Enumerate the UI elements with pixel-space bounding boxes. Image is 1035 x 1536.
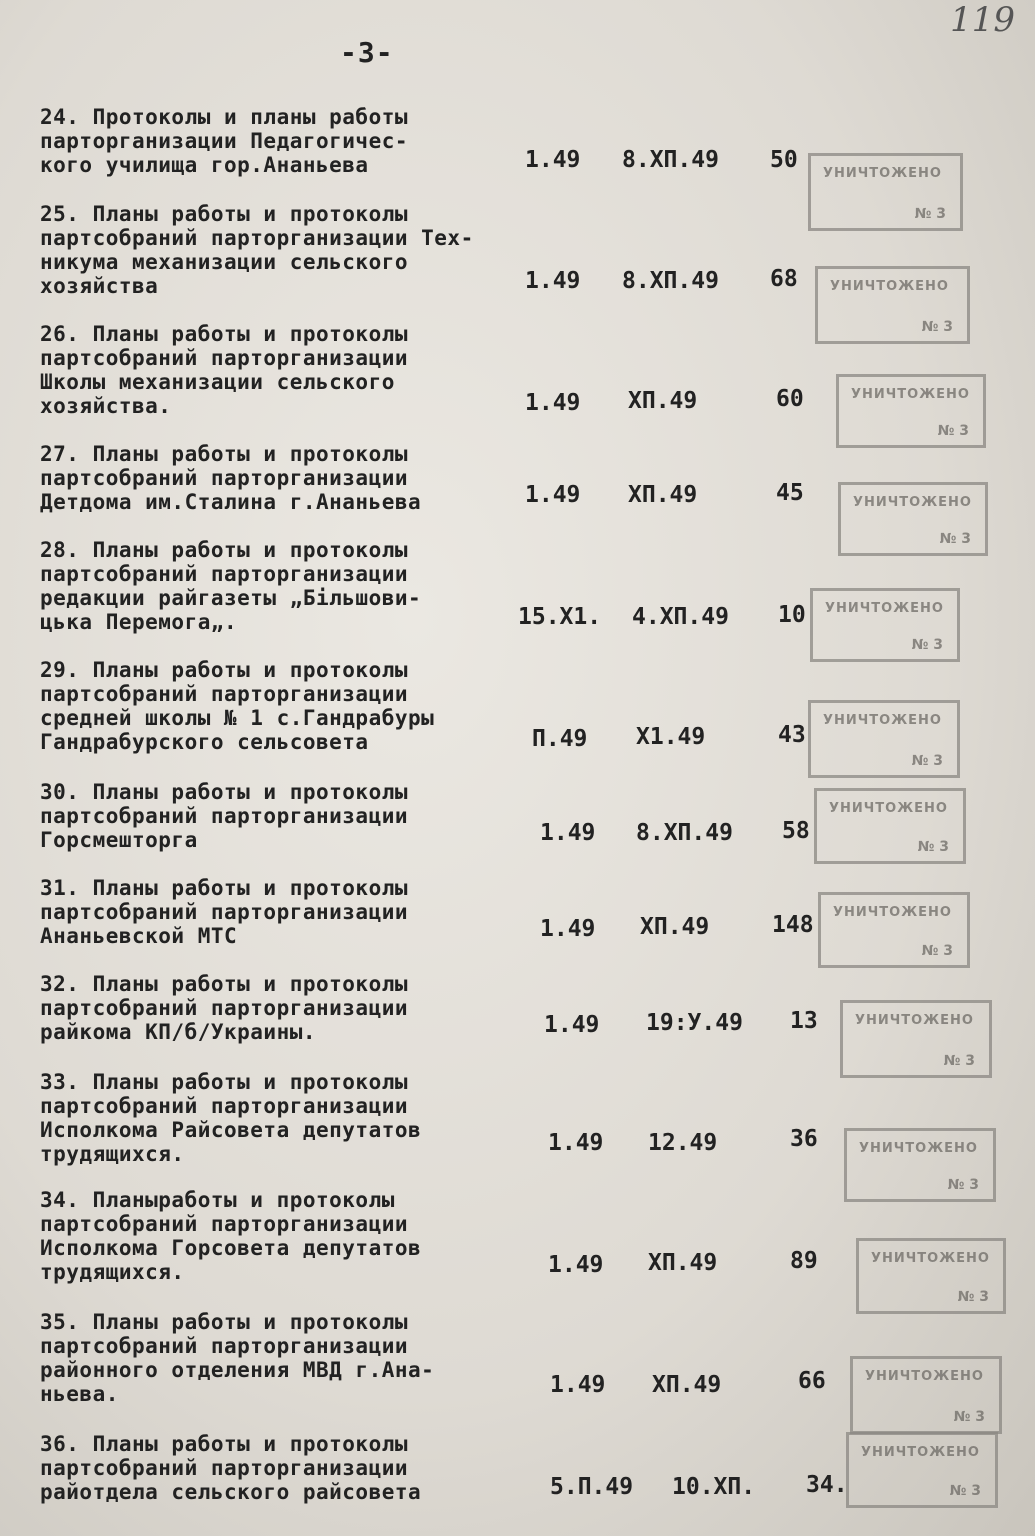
entry-sheet-count: 34.: [806, 1472, 848, 1498]
destroyed-stamp: [818, 892, 970, 968]
stamp-text: УНИЧТОЖЕНО: [859, 1141, 978, 1156]
entry-end-date: 8.ХП.49: [622, 268, 719, 294]
entry-description: 31. Планы работы и протоколы партсобраний парторганизации Ананьевской МТС: [40, 876, 409, 948]
entry-description: 26. Планы работы и протоколы партсобраний парторганизации Школы механизации сельского хозяйства.: [40, 322, 409, 418]
entry-sheet-count: 43: [778, 722, 806, 748]
entry-sheet-count: 68: [770, 266, 798, 292]
entry-sheet-count: 148: [772, 912, 814, 938]
destroyed-stamp: [846, 1432, 998, 1508]
entry-sheet-count: 50: [770, 147, 798, 173]
entry-description: 36. Планы работы и протоколы партсобраний парторганизации райотдела сельского райсовета: [40, 1432, 422, 1504]
stamp-text: УНИЧТОЖЕНО: [825, 601, 944, 616]
entry-end-date: 8.ХП.49: [636, 820, 733, 846]
stamp-number: № 3: [957, 1289, 989, 1305]
destroyed-stamp: [810, 588, 960, 662]
stamp-number: № 3: [917, 839, 949, 855]
stamp-number: № 3: [937, 423, 969, 439]
entry-start-date: 1.49: [544, 1012, 600, 1038]
stamp-text: УНИЧТОЖЕНО: [861, 1445, 980, 1460]
entry-description: 27. Планы работы и протоколы партсобраний парторганизации Детдома им.Сталина г.Ананьева: [40, 442, 422, 514]
entry-sheet-count: 60: [776, 386, 804, 412]
entry-start-date: 1.49: [548, 1252, 604, 1278]
entry-start-date: 1.49: [525, 390, 581, 416]
entry-description: 35. Планы работы и протоколы партсобраний парторганизации районного отделения МВД г.Ана- ньева.: [40, 1310, 435, 1406]
entry-start-date: 1.49: [540, 820, 596, 846]
stamp-number: № 3: [911, 637, 943, 653]
stamp-number: № 3: [914, 206, 946, 222]
destroyed-stamp: [856, 1238, 1006, 1314]
destroyed-stamp: [808, 153, 963, 231]
stamp-text: УНИЧТОЖЕНО: [865, 1369, 984, 1384]
stamp-text: УНИЧТОЖЕНО: [851, 387, 970, 402]
entry-start-date: 15.Х1.: [518, 604, 602, 630]
stamp-text: УНИЧТОЖЕНО: [853, 495, 972, 510]
stamp-text: УНИЧТОЖЕНО: [855, 1013, 974, 1028]
destroyed-stamp: [815, 266, 970, 344]
folio-number: 119: [950, 0, 1015, 40]
entry-description: 34. Планыработы и протоколы партсобраний парторганизации Исполкома Горсовета депутатов трудящихся.: [40, 1188, 422, 1284]
entry-sheet-count: 10: [778, 602, 806, 628]
entry-end-date: 4.ХП.49: [632, 604, 729, 630]
entry-start-date: 1.49: [525, 147, 581, 173]
entry-start-date: 1.49: [525, 268, 581, 294]
entry-end-date: ХП.49: [628, 388, 698, 414]
entry-description: 29. Планы работы и протоколы партсобраний парторганизации средней школы № 1 с.Гандрабуры Гандрабурского сельсовета: [40, 658, 435, 754]
stamp-text: УНИЧТОЖЕНО: [823, 166, 942, 181]
entry-description: 28. Планы работы и протоколы партсобраний парторганизации редакции райгазеты „Більшови- цька Перемога„.: [40, 538, 422, 634]
stamp-number: № 3: [943, 1053, 975, 1069]
entry-description: 33. Планы работы и протоколы партсобраний парторганизации Исполкома Райсовета депутатов трудящихся.: [40, 1070, 422, 1166]
destroyed-stamp: [844, 1128, 996, 1202]
stamp-number: № 3: [921, 943, 953, 959]
destroyed-stamp: [840, 1000, 992, 1078]
destroyed-stamp: [850, 1356, 1002, 1434]
stamp-text: УНИЧТОЖЕНО: [829, 801, 948, 816]
entry-end-date: 12.49: [648, 1130, 718, 1156]
entry-start-date: 1.49: [525, 482, 581, 508]
stamp-number: № 3: [939, 531, 971, 547]
entry-description: 30. Планы работы и протоколы партсобраний парторганизации Горсмешторга: [40, 780, 409, 852]
entry-end-date: ХП.49: [648, 1250, 718, 1276]
destroyed-stamp: [808, 700, 960, 778]
entry-description: 24. Протоколы и планы работы парторганизации Педагогичес- кого училища гор.Ананьева: [40, 105, 409, 177]
destroyed-stamp: [838, 482, 988, 556]
entry-start-date: 1.49: [550, 1372, 606, 1398]
entry-end-date: Х1.49: [636, 724, 706, 750]
entry-start-date: 5.П.49: [550, 1474, 634, 1500]
stamp-number: № 3: [911, 753, 943, 769]
entry-sheet-count: 58: [782, 818, 810, 844]
entry-start-date: 1.49: [548, 1130, 604, 1156]
page-number: -3-: [340, 36, 394, 69]
stamp-number: № 3: [947, 1177, 979, 1193]
entry-sheet-count: 45: [776, 480, 804, 506]
entry-sheet-count: 36: [790, 1126, 818, 1152]
stamp-text: УНИЧТОЖЕНО: [823, 713, 942, 728]
entry-description: 32. Планы работы и протоколы партсобраний парторганизации райкома КП/б/Украины.: [40, 972, 409, 1044]
entry-end-date: ХП.49: [652, 1372, 722, 1398]
entry-start-date: П.49: [532, 726, 588, 752]
stamp-text: УНИЧТОЖЕНО: [871, 1251, 990, 1266]
entry-description: 25. Планы работы и протоколы партсобраний парторганизации Тех- никума механизации сельского хозяйства: [40, 202, 474, 298]
entry-end-date: ХП.49: [628, 482, 698, 508]
entry-end-date: 10.ХП.: [672, 1474, 756, 1500]
entry-sheet-count: 89: [790, 1248, 818, 1274]
stamp-text: УНИЧТОЖЕНО: [833, 905, 952, 920]
entry-sheet-count: 13: [790, 1008, 818, 1034]
entry-end-date: 19:У.49: [646, 1010, 743, 1036]
entry-end-date: ХП.49: [640, 914, 710, 940]
stamp-number: № 3: [921, 319, 953, 335]
destroyed-stamp: [836, 374, 986, 448]
stamp-number: № 3: [949, 1483, 981, 1499]
entry-sheet-count: 66: [798, 1368, 826, 1394]
entry-start-date: 1.49: [540, 916, 596, 942]
destroyed-stamp: [814, 788, 966, 864]
stamp-text: УНИЧТОЖЕНО: [830, 279, 949, 294]
entry-end-date: 8.ХП.49: [622, 147, 719, 173]
stamp-number: № 3: [953, 1409, 985, 1425]
